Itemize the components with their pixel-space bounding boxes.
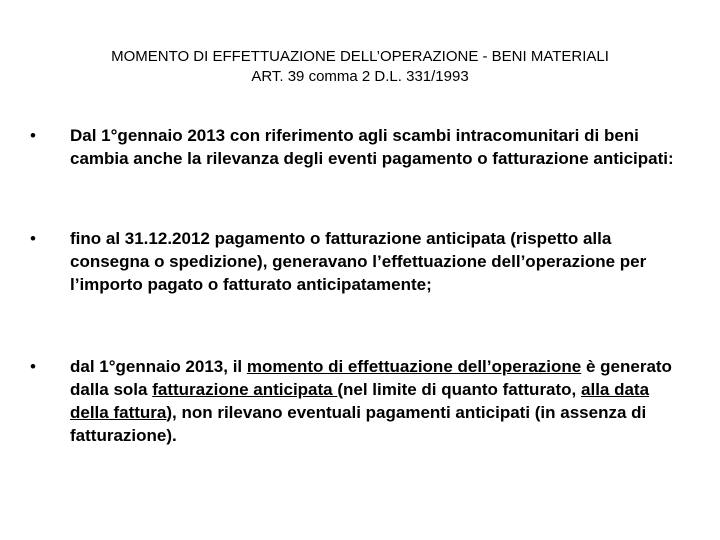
underlined-text-run: alla data della fattura — [70, 380, 650, 422]
bullet-text: fino al 31.12.2012 pagamento o fatturazione anticipata (rispetto alla consegna o spedizione), generavano l’effettuazione dell’operazione per l’importo pagato o fatturato anticipatamente; — [70, 229, 647, 294]
bullet-text: Dal 1°gennaio 2013 con riferimento agli scambi intracomunitari di beni cambia anche la rilevanza degli eventi pagamento o fatturazione anticipati: — [70, 126, 674, 168]
bullet-marker: • — [30, 357, 36, 376]
underlined-text-run: fatturazione anticipata — [152, 380, 338, 399]
text-run: (nel limite di quanto fatturato, — [337, 380, 582, 399]
text-run: dal 1°gennaio 2013, il — [70, 357, 247, 376]
title-line-1: MOMENTO DI EFFETTUAZIONE DELL’OPERAZIONE - BENI MATERIALI — [111, 48, 609, 65]
text-run: ), non rilevano eventuali pagamenti anticipati (in assenza di fatturazione). — [70, 403, 647, 445]
bullet-marker: • — [30, 229, 36, 248]
text-run: è generato dalla sola — [70, 357, 672, 399]
title-line-2: ART. 39 comma 2 D.L. 331/1993 — [251, 68, 469, 85]
underlined-text-run: momento di effettuazione dell’operazione — [246, 357, 582, 376]
slide-title — [40, 47, 680, 87]
bullet-text — [70, 355, 690, 447]
bullet-marker: • — [30, 126, 36, 145]
